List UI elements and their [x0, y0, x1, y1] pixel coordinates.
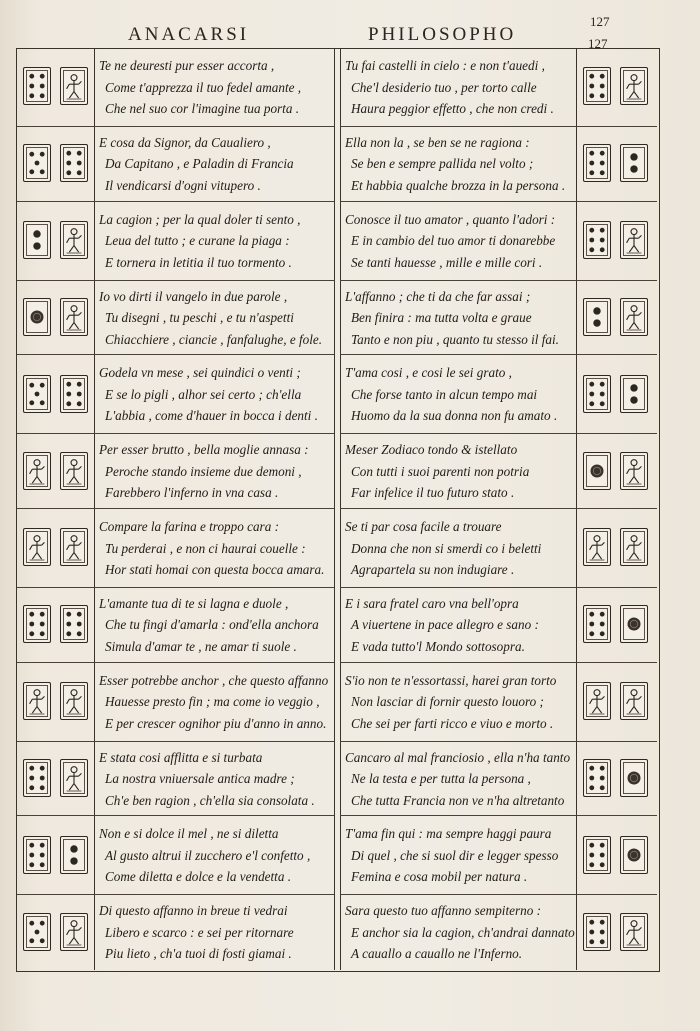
die-face-icon	[620, 605, 648, 643]
verse-line: Meser Zodiaco tondo & istellato	[345, 442, 518, 458]
verse-line: Che forse tanto in alcun tempo mai	[351, 386, 538, 402]
die-face-icon	[583, 221, 611, 259]
verse-stanza	[345, 286, 559, 351]
verse-line: Farebbero l'inferno in vna casa .	[105, 485, 279, 501]
verse-line: Tanto e non piu , quanto tu stesso il fai.	[351, 331, 559, 347]
verse-line: Come t'apprezza il tuo fedel amante ,	[105, 79, 302, 95]
row-divider	[17, 433, 334, 434]
verse-line: Piu lieto , ch'a tuoi di fosti giamai .	[105, 946, 292, 962]
verse-line: Se ben e sempre pallida nel volto ;	[351, 156, 534, 172]
verse-line: E per crescer ognihor piu d'anno in anno.	[105, 715, 327, 731]
die-face-icon	[583, 144, 611, 182]
woodcut-figure-icon	[23, 682, 51, 720]
verse-stanza	[345, 209, 555, 274]
woodcut-figure-icon	[60, 913, 88, 951]
verse-line: Ne la testa e per tutta la persona ,	[351, 771, 531, 786]
verse-line: E se lo pigli , alhor sei certo ; ch'ella	[105, 386, 302, 402]
die-face-icon	[583, 67, 611, 105]
verse-line: Che sei per farti ricco e viuo e morto .	[351, 715, 554, 731]
verse-line: Huomo da la sua donna non fu amato .	[351, 408, 558, 424]
verse-line: T'ama fin qui : ma sempre haggi paura	[345, 826, 552, 842]
verse-stanza	[99, 362, 318, 427]
verse-line: Peroche stando insieme due demoni ,	[105, 463, 302, 479]
verse-line: Tu disegni , tu peschi , e tu n'aspetti	[105, 310, 294, 325]
verse-line: Non e si dolce il mel , ne si diletta	[99, 826, 279, 842]
woodcut-figure-icon	[620, 913, 648, 951]
die-face-icon	[23, 913, 51, 951]
woodcut-figure-icon	[620, 528, 648, 566]
row-divider	[340, 354, 657, 355]
row-divider	[340, 201, 657, 202]
row-divider	[340, 587, 657, 588]
verse-line: L'affanno ; che ti da che far assai ;	[345, 288, 531, 304]
verse-line: Non lasciar di fornir questo louoro ;	[351, 694, 544, 710]
verse-line: Esser potrebbe anchor , che questo affanno	[99, 672, 329, 688]
woodcut-figure-icon	[60, 298, 88, 336]
verse-stanza	[345, 132, 565, 197]
verse-line: Libero e scarco : e sei per ritornare	[105, 924, 294, 940]
running-head-left: ANACARSI	[128, 24, 250, 45]
verse-stanza	[99, 55, 301, 120]
woodcut-figure-icon	[60, 221, 88, 259]
verse-line: Te ne deuresti pur esser accorta ,	[99, 58, 275, 73]
verse-stanza	[345, 362, 557, 427]
verse-stanza	[99, 747, 315, 812]
verse-line: E tornera in letitia il tuo tormento .	[105, 254, 292, 270]
verse-line: L'abbia , come d'hauer in bocca i denti .	[105, 408, 318, 424]
woodcut-figure-icon	[583, 682, 611, 720]
column-rule	[340, 48, 341, 970]
verse-line: Leua del tutto ; e curane la piaga :	[105, 233, 290, 249]
verse-line: E i sara fratel caro vna bell'opra	[345, 595, 519, 611]
column-rule	[576, 48, 577, 970]
verse-line: Far infelice il tuo futuro stato .	[351, 485, 515, 501]
verse-line: Il vendicarsi d'ogni vitupero .	[105, 177, 261, 193]
woodcut-figure-icon	[60, 759, 88, 797]
row-divider	[340, 815, 657, 816]
woodcut-figure-icon	[60, 528, 88, 566]
verse-line: Io vo dirti il vangelo in due parole ,	[99, 288, 288, 304]
row-divider	[17, 741, 334, 742]
row-divider	[17, 815, 334, 816]
verse-line: E vada tutto'l Mondo sottosopra.	[351, 638, 525, 654]
die-face-icon	[583, 375, 611, 413]
verse-line: Simula d'amar te , ne amar ti suole .	[105, 638, 297, 654]
verse-stanza	[99, 439, 309, 504]
verse-line: Che nel suo cor l'imagine tua porta .	[105, 101, 300, 116]
verse-line: T'ama cosi , e cosi le sei grato ,	[345, 365, 512, 381]
column-rule	[334, 48, 335, 970]
verse-line: Ben finira : ma tutta volta e graue	[351, 310, 532, 325]
verse-line: Femina e cosa mobil per natura .	[351, 869, 528, 885]
verse-line: Agrapartela su non indugiare .	[351, 562, 515, 577]
woodcut-figure-icon	[60, 682, 88, 720]
die-face-icon	[60, 605, 88, 643]
verse-stanza	[345, 55, 554, 120]
verse-stanza	[99, 209, 300, 274]
verse-line: Haura peggior effetto , che non credi .	[351, 101, 554, 116]
die-face-icon	[583, 836, 611, 874]
row-divider	[17, 894, 334, 895]
verse-line: A cauallo a cauallo ne l'Inferno.	[351, 946, 523, 962]
die-face-icon	[620, 836, 648, 874]
verse-line: Al gusto altrui il zucchero e'l confetto ,	[105, 847, 311, 863]
verse-line: Donna che non si smerdi co i beletti	[351, 540, 542, 556]
verse-line: Hor stati homai con questa bocca amara.	[105, 562, 325, 577]
die-face-icon	[620, 375, 648, 413]
die-face-icon	[620, 759, 648, 797]
verse-stanza	[345, 747, 570, 812]
row-divider	[17, 662, 334, 663]
die-face-icon	[23, 759, 51, 797]
row-divider	[17, 587, 334, 588]
verse-line: E anchor sia la cagion, ch'andrai dannato	[351, 924, 575, 940]
verse-line: L'amante tua di te si lagna e duole ,	[99, 595, 289, 611]
row-divider	[17, 201, 334, 202]
woodcut-figure-icon	[60, 67, 88, 105]
verse-line: Godela vn mese , sei quindici o venti ;	[99, 365, 301, 381]
woodcut-figure-icon	[620, 298, 648, 336]
die-face-icon	[583, 759, 611, 797]
die-face-icon	[620, 144, 648, 182]
woodcut-figure-icon	[620, 221, 648, 259]
row-divider	[17, 508, 334, 509]
verse-line: Tu perderai , e non ci haurai couelle :	[105, 540, 306, 556]
verse-line: Compare la farina e troppo cara :	[99, 519, 279, 534]
woodcut-figure-icon	[23, 452, 51, 490]
row-divider	[340, 126, 657, 127]
verse-stanza	[99, 593, 319, 658]
verse-stanza	[99, 900, 294, 965]
die-face-icon	[23, 221, 51, 259]
verse-line: Che tutta Francia non ve n'ha altretanto	[351, 792, 565, 808]
verse-stanza	[345, 439, 529, 504]
page-number: 127	[590, 14, 610, 29]
verse-line: Cancaro al mal franciosio , ella n'ha tanto	[345, 749, 571, 765]
verse-stanza	[99, 286, 322, 351]
verse-line: Ch'e ben ragion , ch'ella sia consolata .	[105, 792, 315, 808]
row-divider	[340, 433, 657, 434]
die-face-icon	[23, 605, 51, 643]
verse-stanza	[345, 670, 556, 735]
column-rule	[94, 48, 95, 970]
page-number-duplicate: 127	[588, 36, 608, 51]
verse-stanza	[345, 516, 541, 581]
verse-line: Con tutti i suoi parenti non potria	[351, 463, 530, 479]
die-face-icon	[23, 67, 51, 105]
verse-line: Da Capitano , e Paladin di Francia	[105, 156, 294, 172]
verse-line: Di questo affanno in breue ti vedrai	[99, 903, 288, 919]
woodcut-figure-icon	[620, 682, 648, 720]
row-divider	[340, 508, 657, 509]
die-face-icon	[583, 298, 611, 336]
die-face-icon	[23, 836, 51, 874]
verse-stanza	[99, 670, 328, 735]
die-face-icon	[583, 913, 611, 951]
verse-line: Che tu fingi d'amarla : ond'ella anchora	[105, 617, 319, 633]
woodcut-figure-icon	[620, 67, 648, 105]
die-face-icon	[60, 144, 88, 182]
verse-line: Hauesse presto fin ; ma come io veggio ,	[105, 694, 320, 710]
verse-stanza	[345, 593, 539, 658]
verse-stanza	[99, 132, 294, 197]
verse-line: Sara questo tuo affanno sempiterno :	[345, 903, 541, 919]
die-face-icon	[23, 144, 51, 182]
verse-line: Per esser brutto , bella moglie annasa :	[99, 442, 309, 458]
verse-line: Ella non la , se ben se ne ragiona :	[345, 134, 530, 150]
row-divider	[17, 280, 334, 281]
verse-line: La cagion ; per la qual doler ti sento ,	[99, 211, 301, 227]
verse-stanza	[345, 823, 558, 888]
woodcut-figure-icon	[23, 528, 51, 566]
row-divider	[17, 354, 334, 355]
row-divider	[17, 126, 334, 127]
verse-stanza	[99, 516, 324, 581]
verse-line: Come diletta e dolce e la vendetta .	[105, 869, 292, 885]
verse-line: Chiacchiere , ciancie , fanfalughe, e fole.	[105, 331, 323, 347]
die-face-icon	[583, 452, 611, 490]
verse-line: Di quel , che si suol dir e legger spesso	[351, 847, 559, 863]
die-face-icon	[23, 375, 51, 413]
verse-line: Tu fai castelli in cielo : e non t'auedi ,	[345, 58, 545, 73]
verse-line: Se ti par cosa facile a trouare	[345, 519, 502, 534]
verse-line: E in cambio del tuo amor ti donarebbe	[351, 233, 556, 249]
row-divider	[340, 741, 657, 742]
verse-line: La nostra vniuersale antica madre ;	[105, 771, 295, 786]
verse-line: A viuertene in pace allegro e sano :	[351, 617, 539, 633]
die-face-icon	[583, 605, 611, 643]
woodcut-figure-icon	[583, 528, 611, 566]
running-head-right: PHILOSOPHO	[368, 24, 517, 45]
row-divider	[340, 662, 657, 663]
verse-stanza	[345, 900, 575, 965]
die-face-icon	[60, 375, 88, 413]
row-divider	[340, 280, 657, 281]
woodcut-figure-icon	[620, 452, 648, 490]
verse-line: Et habbia qualche brozza in la persona .	[351, 177, 566, 193]
die-face-icon	[60, 836, 88, 874]
verse-line: S'io non te n'essortassi, harei gran torto	[345, 672, 557, 688]
verse-stanza	[99, 823, 310, 888]
row-divider	[340, 894, 657, 895]
die-face-icon	[23, 298, 51, 336]
verse-line: E cosa da Signor, da Caualiero ,	[99, 134, 271, 150]
woodcut-figure-icon	[60, 452, 88, 490]
verse-line: Se tanti hauesse , mille e mille cori .	[351, 254, 543, 270]
verse-line: Conosce il tuo amator , quanto l'adori :	[345, 211, 556, 227]
verse-line: E stata cosi afflitta e si turbata	[99, 749, 263, 765]
verse-line: Che'l desiderio tuo , per torto calle	[351, 79, 537, 95]
